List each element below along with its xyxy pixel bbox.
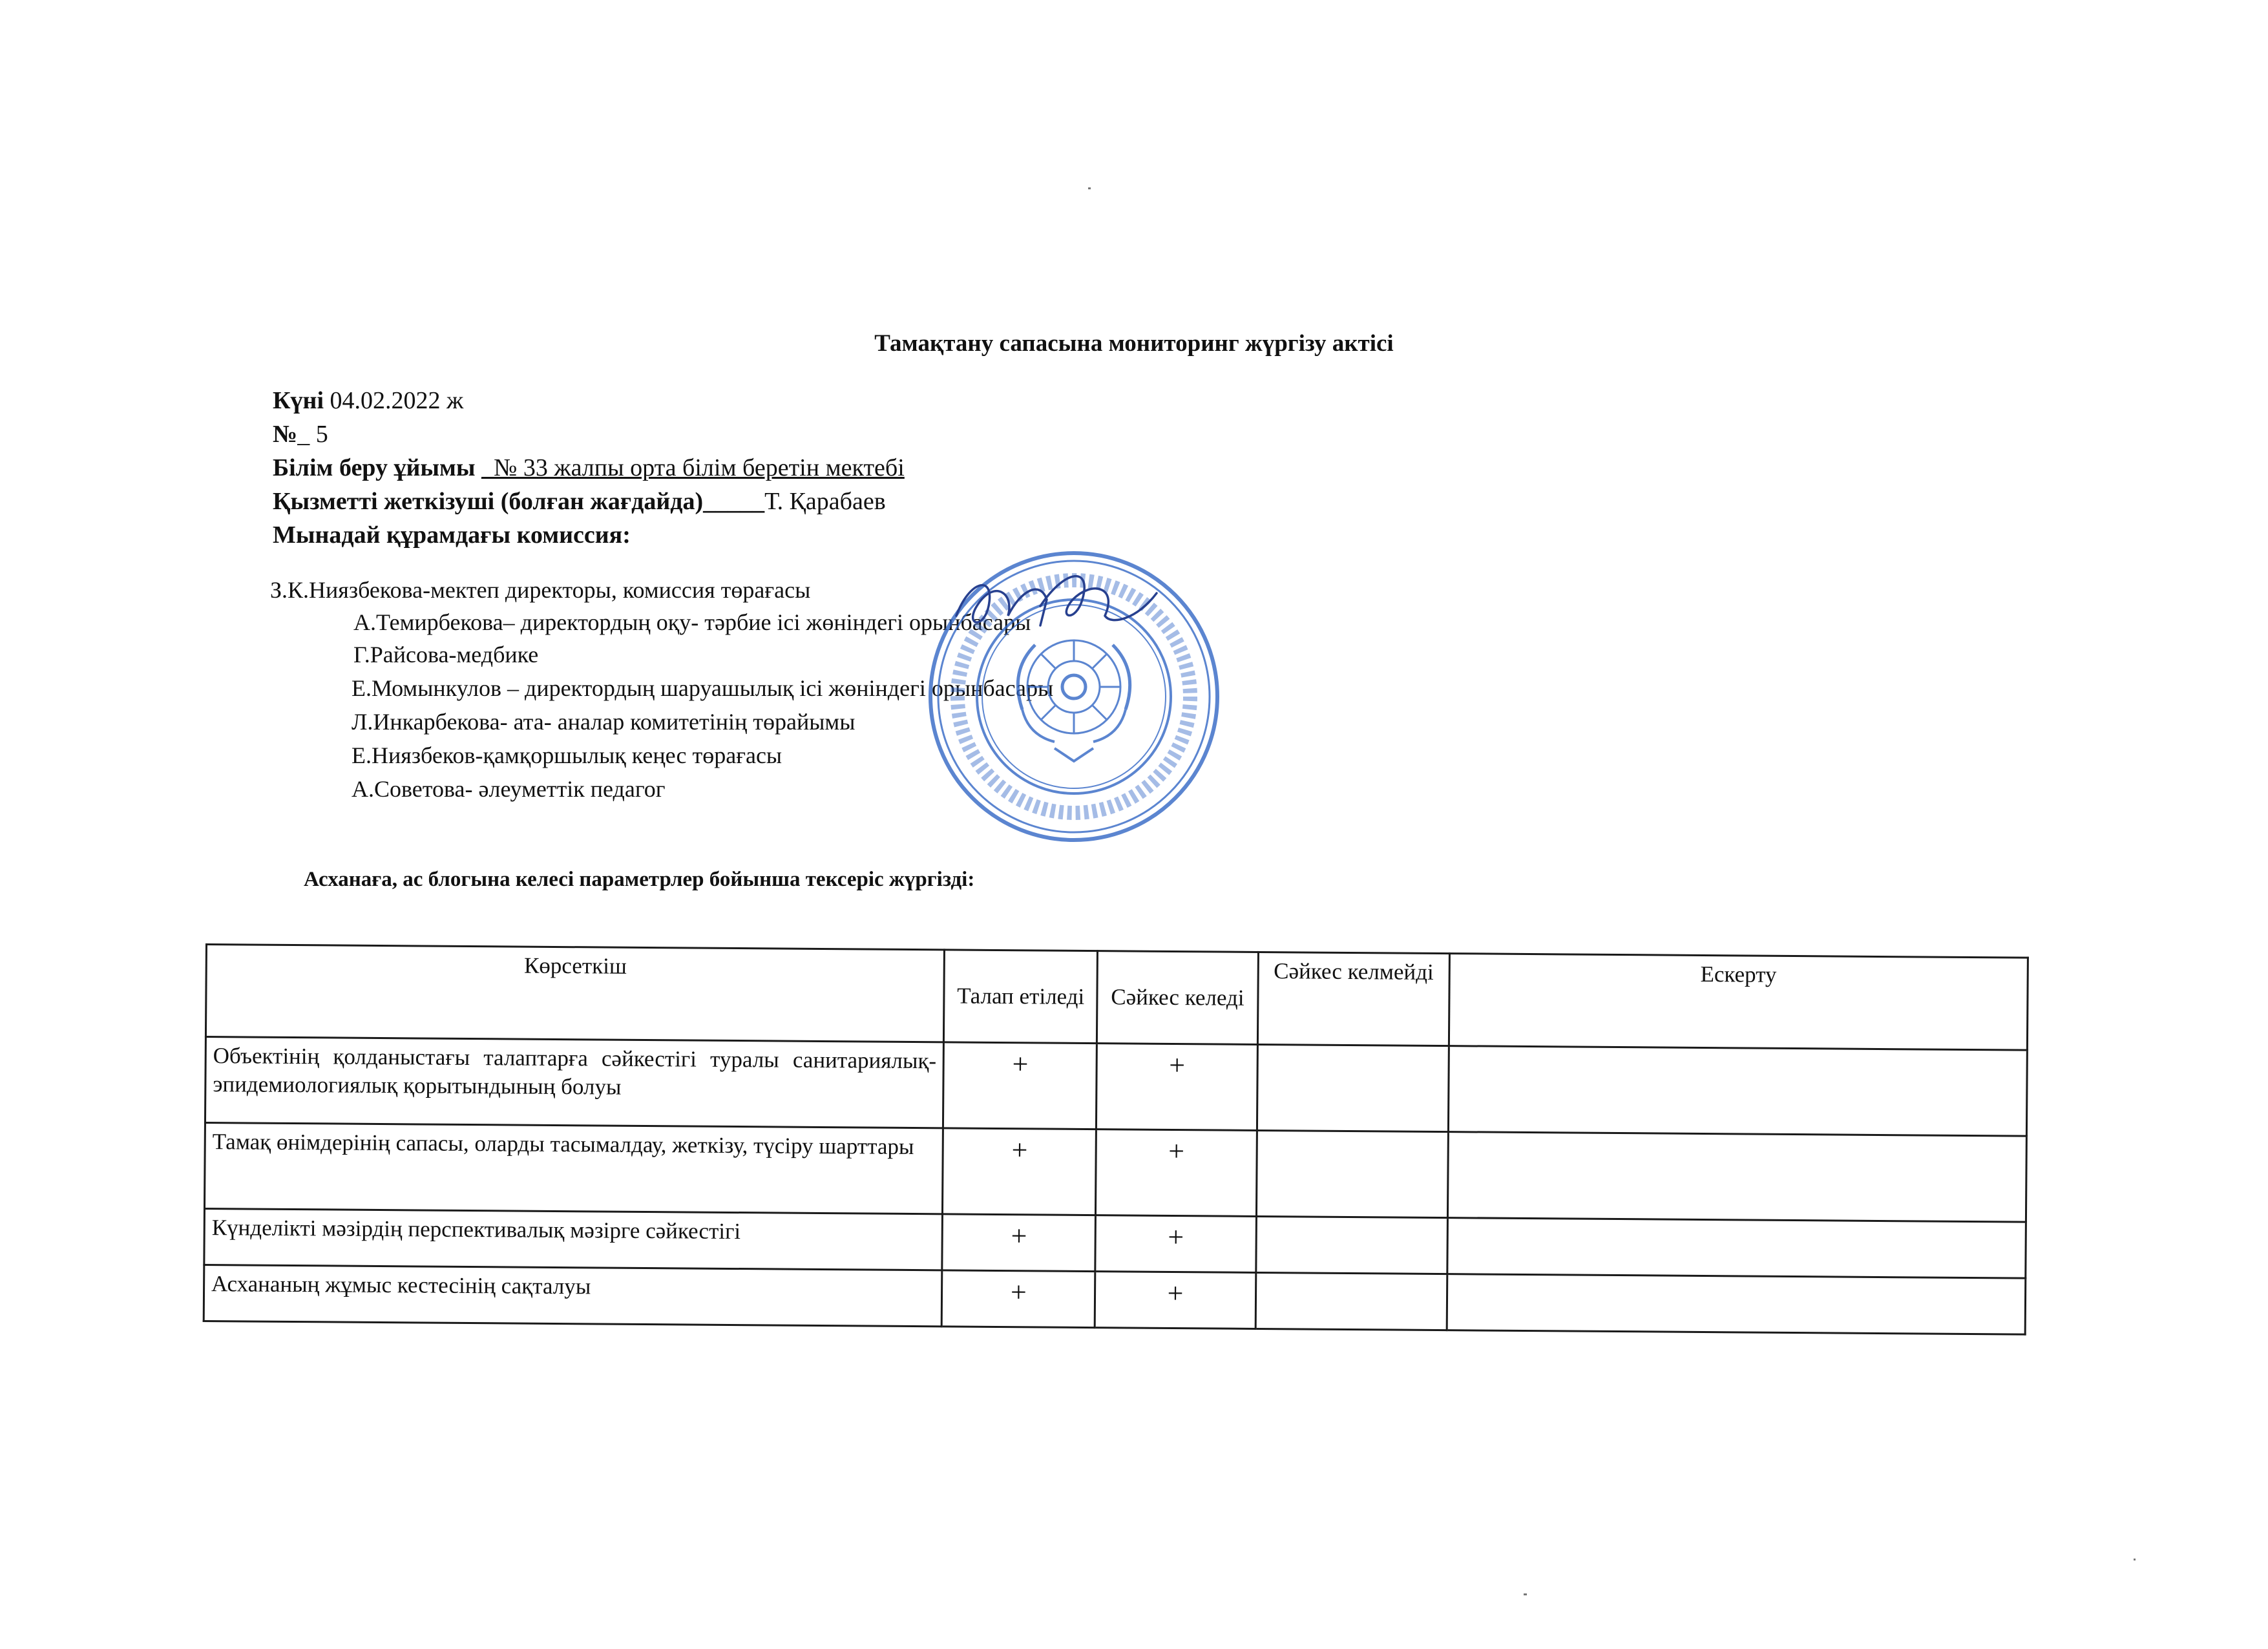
organization-value: _№ 33 жалпы орта білім беретін мектебі — [481, 454, 905, 481]
header-required: Талап етіледі — [944, 950, 1098, 1044]
document-title: Тамақтану сапасына мониторинг жүргізу актісі — [874, 330, 1394, 357]
required-cell: + — [943, 1042, 1097, 1129]
table-row — [205, 1037, 2027, 1137]
table-row — [204, 1123, 2026, 1223]
not-conforms-cell — [1255, 1272, 1447, 1330]
not-conforms-cell — [1256, 1130, 1448, 1217]
header-indicator: Көрсеткіш — [205, 945, 944, 1042]
commission-member: З.К.Ниязбекова-мектеп директоры, комиссия төрағасы — [270, 577, 811, 603]
inspection-table — [203, 943, 2029, 1336]
commission-member: Е.Момынкулов – директордың шаруашылық ісі жөніндегі орынбасары — [352, 675, 1054, 701]
commission-member: Л.Инкарбекова- ата- аналар комитетінің төрайымы — [352, 709, 856, 735]
note-cell — [1447, 1218, 2026, 1279]
indicator-cell: Тамақ өнімдерінің сапасы, оларды тасымалдау, жеткізу, түсіру шарттары — [204, 1123, 943, 1214]
required-cell: + — [942, 1270, 1095, 1328]
commission-line — [273, 520, 631, 551]
note-cell — [1448, 1046, 2027, 1137]
organization-line — [273, 452, 905, 483]
indicator-cell: Күнделікті мәзірдің перспективалық мәзірге сәйкестігі — [204, 1209, 943, 1270]
date-line — [273, 385, 463, 416]
scan-speck — [1088, 187, 1091, 189]
required-cell: + — [942, 1214, 1095, 1272]
commission-label: Мынадай құрамдағы комиссия: — [273, 521, 631, 549]
scan-speck — [2134, 1559, 2136, 1560]
commission-member: А.Советова- әлеуметтік педагог — [352, 776, 666, 802]
organization-label: Білім беру ұйымы — [273, 454, 476, 481]
date-value: 04.02.2022 ж — [330, 387, 464, 414]
conforms-cell: + — [1095, 1272, 1255, 1329]
header-note: Ескерту — [1449, 954, 2028, 1051]
header-conforms: Сәйкес келеді — [1097, 951, 1259, 1045]
indicator-cell: Асхананың жұмыс кестесінің сақталуы — [204, 1265, 942, 1326]
conforms-cell: + — [1097, 1044, 1258, 1131]
conforms-cell: + — [1095, 1215, 1256, 1273]
scan-speck — [1524, 1593, 1527, 1595]
commission-member: Г.Райсова-медбике — [353, 642, 539, 667]
conforms-cell: + — [1096, 1129, 1257, 1217]
number-line — [273, 419, 328, 450]
commission-member: Е.Ниязбеков-қамқоршылық кеңес төрағасы — [352, 742, 782, 768]
inspection-intro: Асханаға, ас блогына келесі параметрлер бойынша тексеріс жүргізді: — [304, 868, 975, 891]
header-not-conforms: Сәйкес келмейді — [1257, 952, 1449, 1045]
number-value: _ 5 — [297, 421, 328, 448]
indicator-cell: Объектінің қолданыстағы талаптарға сәйкестігі туралы санитариялық-эпидемиологиялық қорытындының болуы — [205, 1037, 943, 1128]
table-header-row — [205, 945, 2028, 1051]
supplier-line — [273, 486, 886, 517]
not-conforms-cell — [1256, 1216, 1447, 1274]
not-conforms-cell — [1257, 1044, 1449, 1131]
note-cell — [1447, 1132, 2026, 1223]
date-label: Күні — [273, 387, 324, 414]
supplier-value: Т. Қарабаев — [764, 488, 886, 515]
commission-member: А.Темирбекова– директордың оқу- тәрбие ісі жөніндегі орынбасары — [353, 609, 1031, 635]
note-cell — [1447, 1274, 2026, 1335]
supplier-label: Қызметті жеткізуші (болған жағдайда)_____ — [273, 488, 765, 515]
required-cell: + — [943, 1128, 1097, 1215]
number-label: № — [273, 421, 298, 448]
